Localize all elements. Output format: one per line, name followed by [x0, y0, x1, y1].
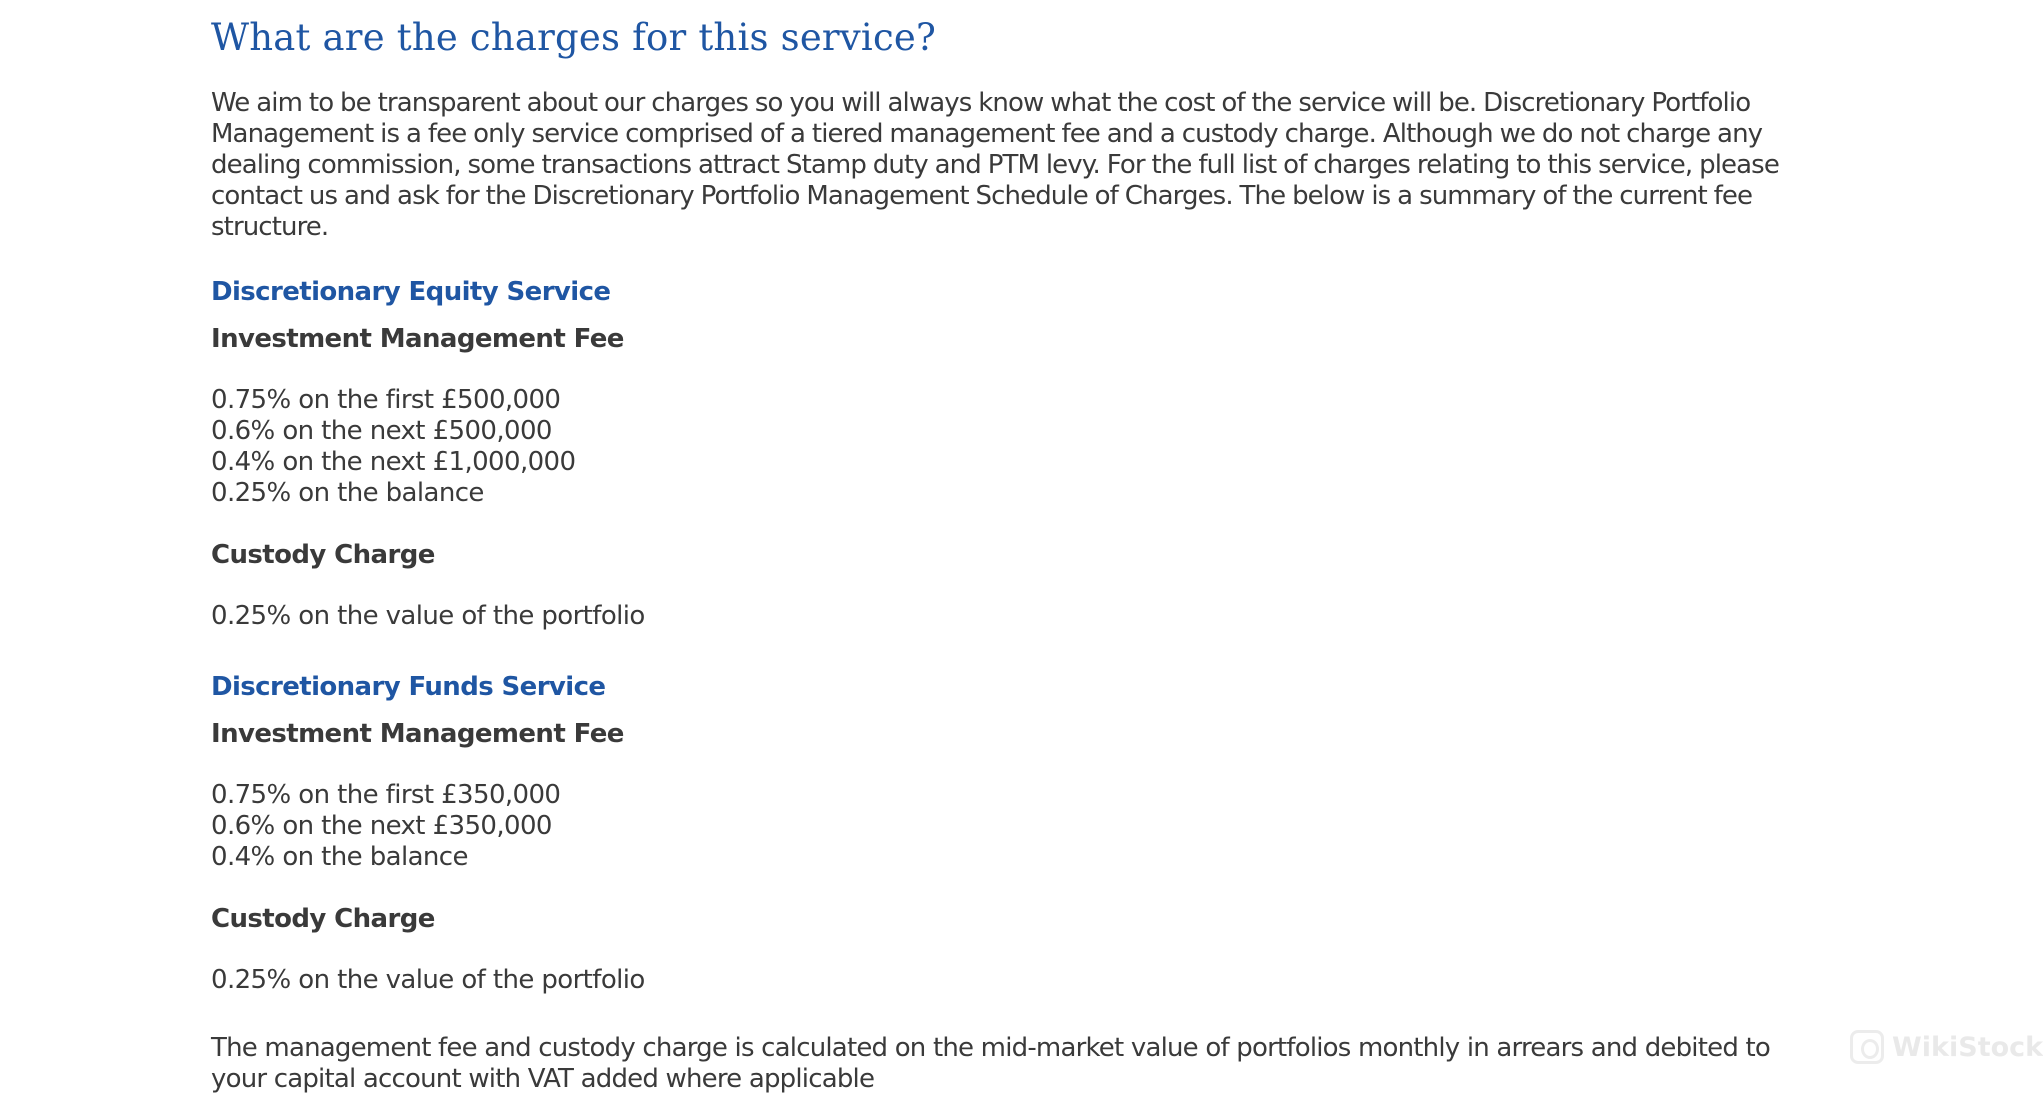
watermark-text: WikiStock: [1892, 1031, 2043, 1063]
fee-tier: 0.6% on the next £500,000: [211, 416, 552, 446]
charges-section: [211, 0, 1811, 1095]
watermark: [1850, 1030, 2043, 1064]
funds-custody-heading: Custody Charge: [211, 904, 435, 934]
page-title: What are the charges for this service?: [211, 16, 936, 59]
funds-custody-value: 0.25% on the value of the portfolio: [211, 965, 645, 995]
fee-tier: 0.25% on the balance: [211, 478, 484, 508]
wikistock-logo-icon: [1850, 1030, 1884, 1064]
funds-management-fee-heading: Investment Management Fee: [211, 719, 624, 749]
fee-tier: 0.4% on the balance: [211, 842, 468, 872]
equity-service-section: [211, 275, 1811, 632]
fee-tier: 0.75% on the first £500,000: [211, 385, 561, 415]
fee-tier: 0.4% on the next £1,000,000: [211, 447, 576, 477]
funds-service-heading: Discretionary Funds Service: [211, 672, 606, 702]
equity-custody-value: 0.25% on the value of the portfolio: [211, 601, 645, 631]
equity-management-fee-heading: Investment Management Fee: [211, 324, 624, 354]
fee-tier: 0.6% on the next £350,000: [211, 811, 552, 841]
intro-paragraph: We aim to be transparent about our charges so you will always know what the cost of the service will be. Discretionary Portfolio Management is a fee only service comprised of a tiered management fee and a custody charge. Although we do not charge any dealing commission, some transactions attract Stamp duty and PTM levy. For the full list of charges relating to this service, please contact us and ask for the Discretionary Portfolio Management Schedule of Charges. The below is a summary of the current fee structure.: [211, 88, 1779, 242]
footer-note: The management fee and custody charge is calculated on the mid-market value of portfolios monthly in arrears and debited to your capital account with VAT added where applicable: [211, 1033, 1770, 1094]
equity-service-heading: Discretionary Equity Service: [211, 277, 611, 307]
equity-fee-list: [211, 385, 1811, 509]
funds-fee-list: [211, 780, 1811, 873]
fee-tier: 0.75% on the first £350,000: [211, 780, 561, 810]
funds-service-section: [211, 670, 1811, 996]
equity-custody-heading: Custody Charge: [211, 540, 435, 570]
